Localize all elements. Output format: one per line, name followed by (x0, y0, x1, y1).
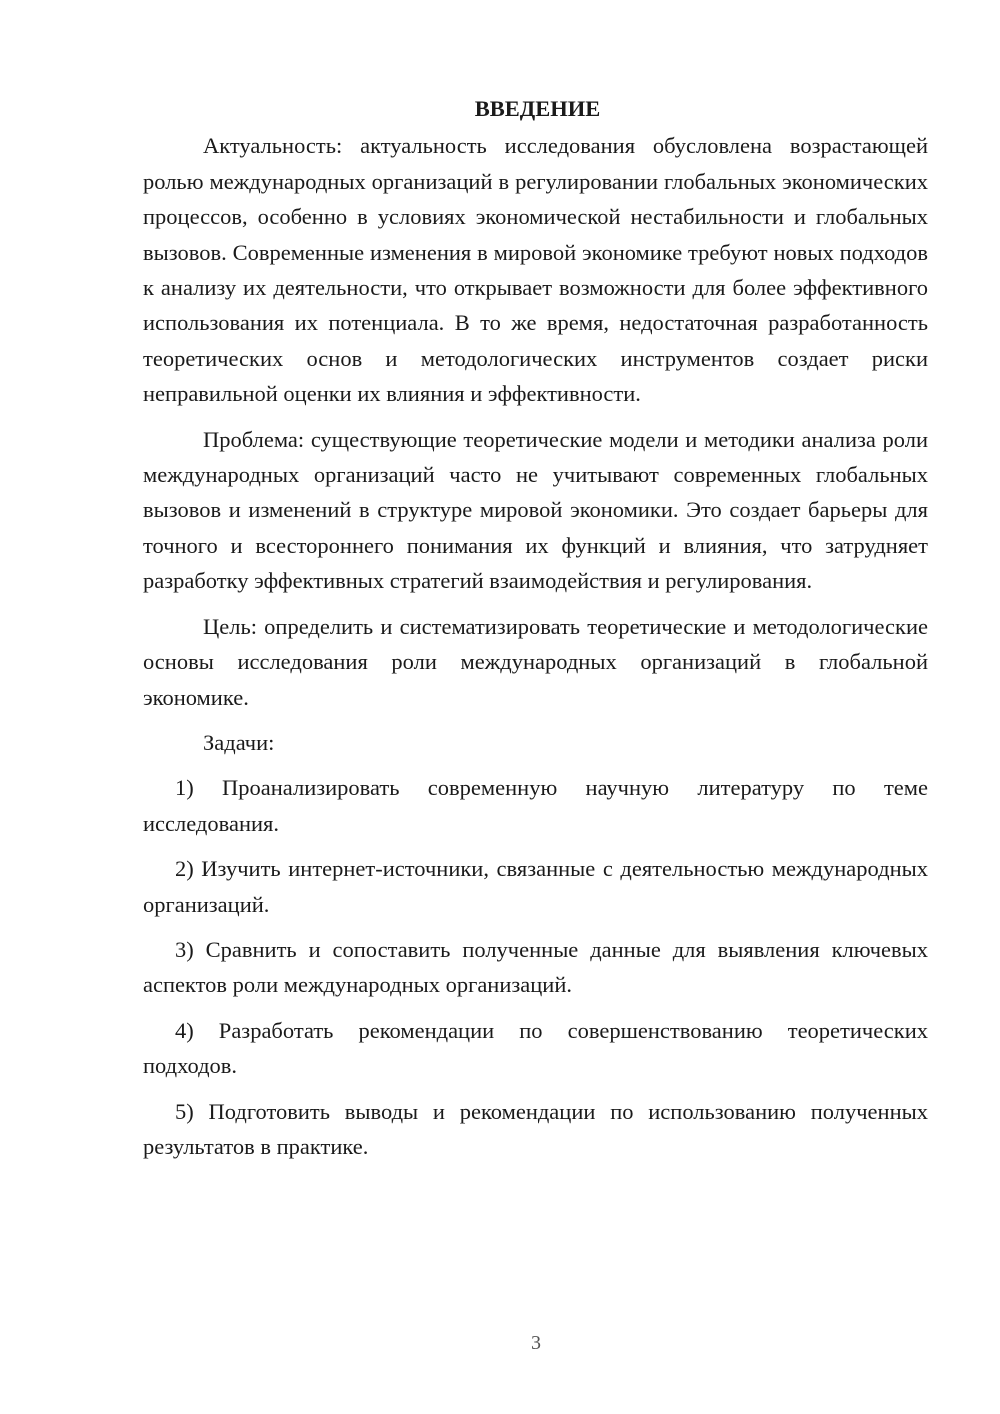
tasks-heading: Задачи: (203, 729, 275, 755)
task-item: 4) Разработать рекомендации по совершенствованию теоретических подходов. (143, 1017, 928, 1079)
section-title: ВВЕДЕНИЕ (474, 96, 601, 121)
paragraph-problem: Проблема: существующие теоретические модели и методики анализа роли международных организаций часто не учитывают современных глобальных вызовов и изменений в структуре мировой экономики. Это создает барьеры для точного и всестороннего понимания их функций и влияния, что затрудняет разработку эффективных стратегий взаимодействия и регулирования. (143, 426, 928, 594)
task-item: 3) Сравнить и сопоставить полученные данные для выявления ключевых аспектов роли международных организаций. (143, 936, 928, 998)
paragraph-relevance: Актуальность: актуальность исследования обусловлена возрастающей ролью международных организаций в регулировании глобальных экономических процессов, особенно в условиях экономической нестабильности и глобальных вызовов. Современные изменения в мировой экономике требуют новых подходов к анализу их деятельности, что открывает возможности для более эффективного использования их потенциала. В то же время, недостаточная разработанность теоретических основ и методологических инструментов создает риски неправильной оценки их влияния и эффективности. (143, 133, 928, 407)
paragraph-goal: Цель: определить и систематизировать теоретические и методологические основы исследования роли международных организаций в глобальной экономике. (143, 613, 928, 710)
page-number: 3 (531, 1332, 541, 1354)
task-item: 1) Проанализировать современную научную литературу по теме исследования. (143, 775, 928, 836)
task-item: 2) Изучить интернет-источники, связанные с деятельностью международных организаций. (143, 856, 928, 917)
tasks-list (143, 770, 928, 1164)
task-item: 5) Подготовить выводы и рекомендации по использованию полученных результатов в практике. (143, 1098, 928, 1159)
page-content (143, 88, 928, 1164)
